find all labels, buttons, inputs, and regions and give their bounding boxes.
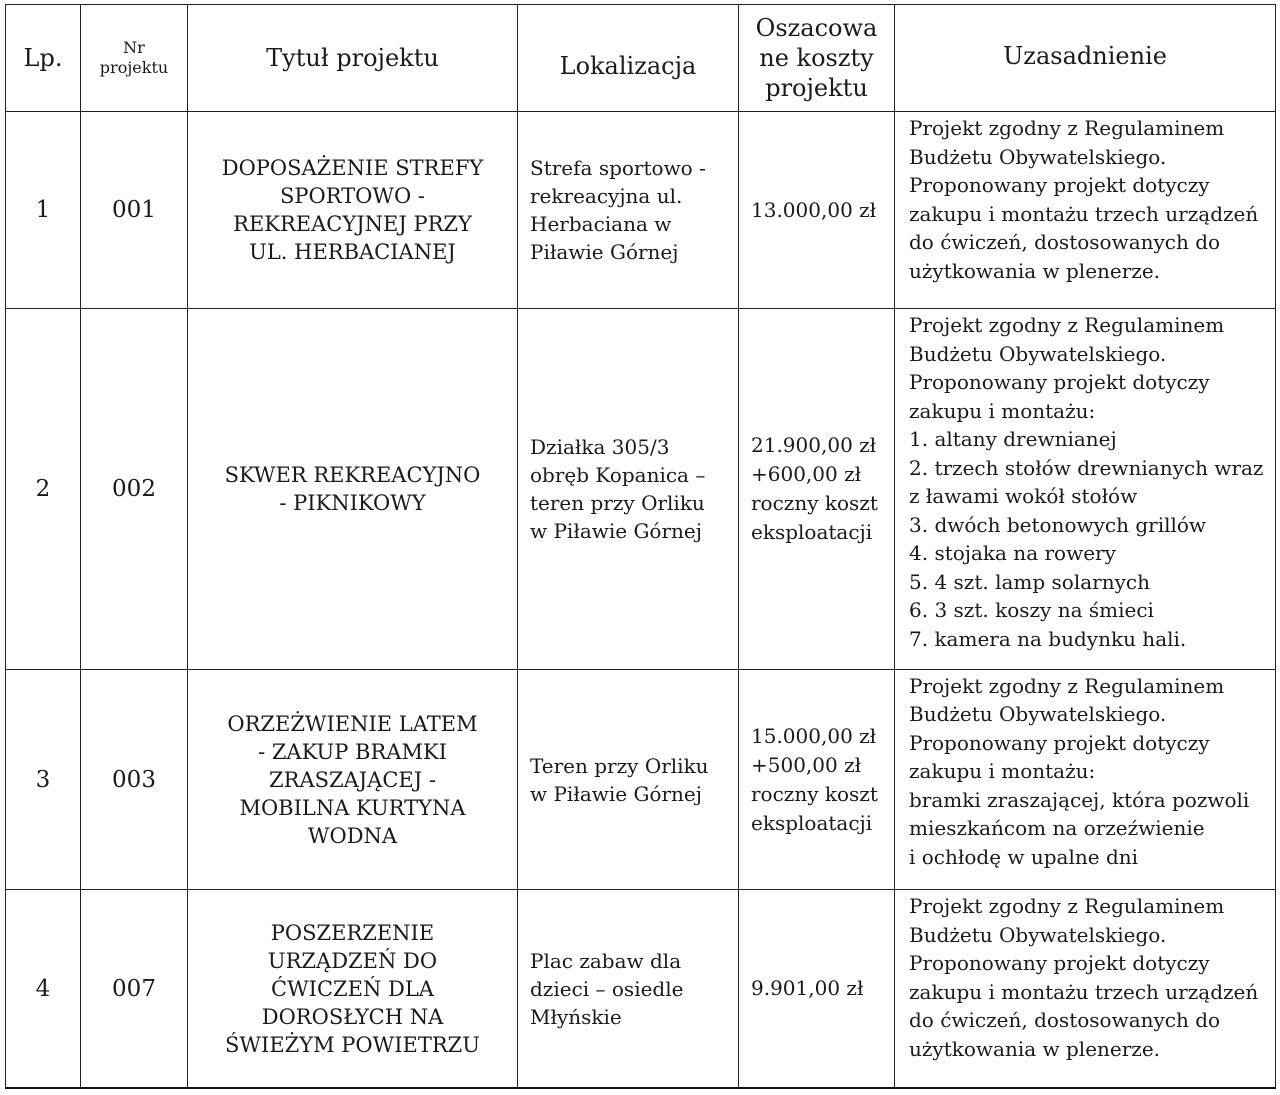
cell-project-title — [188, 112, 518, 309]
justification-text — [909, 670, 1267, 872]
justification-line: 2. trzech stołów drewnianych wraz — [909, 455, 1264, 480]
justification-line: z ławami wokół stołów — [909, 484, 1138, 509]
justification-line: zakupu i montażu: — [909, 398, 1096, 423]
title-line: DOROSŁYCH NA — [261, 1004, 444, 1029]
title-line: UL. HERBACIANEJ — [249, 240, 456, 265]
cell-justification — [895, 890, 1276, 1088]
cell-project-title — [188, 890, 518, 1088]
header-justification: Uzasadnienie — [895, 5, 1276, 112]
justification-line: Budżetu Obywatelskiego. — [909, 702, 1167, 727]
cell-project-title — [188, 669, 518, 889]
header-title: Tytuł projektu — [188, 5, 518, 112]
title-line: MOBILNA KURTYNA — [239, 795, 466, 820]
location-line: Herbaciana w — [530, 212, 672, 237]
cell-project-number: 002 — [81, 309, 188, 670]
cell-cost — [739, 309, 895, 670]
location-line: teren przy Orliku — [530, 491, 705, 516]
justification-line: 3. dwóch betonowych grillów — [909, 512, 1207, 537]
justification-line: zakupu i montażu trzech urządzeń — [909, 201, 1259, 226]
title-line: SKWER REKREACYJNO — [224, 463, 481, 488]
justification-line: użytkowania w plenerze. — [909, 258, 1161, 283]
cell-location — [518, 669, 739, 889]
cell-location — [518, 112, 739, 309]
cell-project-title — [188, 309, 518, 670]
justification-text — [909, 890, 1267, 1063]
location-line: Strefa sportowo - — [530, 156, 706, 181]
title-line: ZRASZAJĄCEJ - — [269, 767, 436, 792]
title-line: REKREACYJNEJ PRZY — [233, 212, 472, 237]
cost-line: +500,00 zł — [751, 752, 862, 777]
title-line: DOPOSAŻENIE STREFY — [221, 156, 484, 181]
header-cost: Oszacowa ne koszty projektu — [739, 5, 895, 112]
title-line: URZĄDZEŃ DO — [267, 948, 438, 973]
table-row — [6, 890, 1276, 1088]
cost-line: eksploatacji — [751, 810, 873, 835]
cost-line: eksploatacji — [751, 520, 873, 545]
justification-line: Budżetu Obywatelskiego. — [909, 922, 1167, 947]
cost-line: 15.000,00 zł — [751, 723, 877, 748]
cell-justification — [895, 112, 1276, 309]
justification-line: 4. stojaka na rowery — [909, 541, 1116, 566]
cell-cost — [739, 890, 895, 1088]
justification-line: Budżetu Obywatelskiego. — [909, 144, 1167, 169]
justification-line: zakupu i montażu: — [909, 759, 1096, 784]
location-line: Teren przy Orliku — [530, 753, 709, 778]
cost-line: roczny koszt — [751, 491, 878, 516]
header-row — [6, 5, 1276, 112]
justification-text — [909, 309, 1267, 653]
cell-location — [518, 309, 739, 670]
title-line: POSZERZENIE — [270, 920, 435, 945]
location-line: Piławie Górnej — [530, 240, 679, 265]
justification-line: do ćwiczeń, dostosowanych do — [909, 1008, 1221, 1033]
justification-line: 1. altany drewnianej — [909, 427, 1117, 452]
title-line: ŚWIEŻYM POWIETRZU — [225, 1032, 480, 1057]
cell-lp: 3 — [6, 669, 81, 889]
justification-line: 7. kamera na budynku hali. — [909, 626, 1187, 651]
location-line: Działka 305/3 — [530, 435, 670, 460]
cell-cost — [739, 112, 895, 309]
cell-justification — [895, 309, 1276, 670]
justification-line: Projekt zgodny z Regulaminem — [909, 673, 1225, 698]
table-row — [6, 669, 1276, 889]
justification-line: 5. 4 szt. lamp solarnych — [909, 569, 1150, 594]
table-row — [6, 112, 1276, 309]
justification-line: Projekt zgodny z Regulaminem — [909, 116, 1225, 141]
location-line: rekreacyjna ul. — [530, 184, 683, 209]
justification-line: Proponowany projekt dotyczy — [909, 370, 1210, 395]
justification-line: i ochłodę w upalne dni — [909, 844, 1139, 869]
justification-line: Proponowany projekt dotyczy — [909, 951, 1210, 976]
cost-line: 9.901,00 zł — [751, 976, 864, 1001]
cell-location — [518, 890, 739, 1088]
cost-line: roczny koszt — [751, 781, 878, 806]
title-line: ORZEŻWIENIE LATEM — [227, 711, 478, 736]
location-line: obręb Kopanica – — [530, 463, 706, 488]
cost-line: 13.000,00 zł — [751, 197, 877, 222]
header-location: Lokalizacja — [518, 5, 739, 112]
cost-line: +600,00 zł — [751, 462, 862, 487]
header-lp: Lp. — [6, 5, 81, 112]
justification-text — [909, 112, 1267, 285]
justification-line: 6. 3 szt. koszy na śmieci — [909, 598, 1154, 623]
title-line: - ZAKUP BRAMKI — [258, 739, 447, 764]
justification-line: mieszkańcom na orzeźwienie — [909, 816, 1205, 841]
title-line: WODNA — [307, 823, 398, 848]
location-line: w Piławie Górnej — [530, 781, 702, 806]
justification-line: Budżetu Obywatelskiego. — [909, 341, 1167, 366]
justification-line: Proponowany projekt dotyczy — [909, 730, 1210, 755]
justification-line: do ćwiczeń, dostosowanych do — [909, 230, 1221, 255]
cell-project-number: 003 — [81, 669, 188, 889]
location-line: Młyńskie — [530, 1004, 622, 1029]
cell-lp: 1 — [6, 112, 81, 309]
title-line: SPORTOWO - — [280, 184, 425, 209]
justification-line: Proponowany projekt dotyczy — [909, 173, 1210, 198]
location-line: w Piławie Górnej — [530, 519, 702, 544]
cell-project-number: 007 — [81, 890, 188, 1088]
title-line: ĆWICZEŃ DLA — [271, 976, 434, 1001]
justification-line: użytkowania w plenerze. — [909, 1036, 1161, 1061]
location-line: dzieci – osiedle — [530, 976, 684, 1001]
cost-line: 21.900,00 zł — [751, 433, 877, 458]
header-nr: Nr projektu — [81, 5, 188, 112]
cell-lp: 2 — [6, 309, 81, 670]
cell-cost — [739, 669, 895, 889]
justification-line: Projekt zgodny z Regulaminem — [909, 894, 1225, 919]
cell-project-number: 001 — [81, 112, 188, 309]
projects-table — [5, 4, 1276, 1089]
location-line: Plac zabaw dla — [530, 948, 682, 973]
justification-line: Projekt zgodny z Regulaminem — [909, 313, 1225, 338]
cell-lp: 4 — [6, 890, 81, 1088]
justification-line: bramki zraszającej, która pozwoli — [909, 787, 1250, 812]
title-line: - PIKNIKOWY — [279, 491, 426, 516]
justification-line: zakupu i montażu trzech urządzeń — [909, 979, 1259, 1004]
table-row — [6, 309, 1276, 670]
cell-justification — [895, 669, 1276, 889]
